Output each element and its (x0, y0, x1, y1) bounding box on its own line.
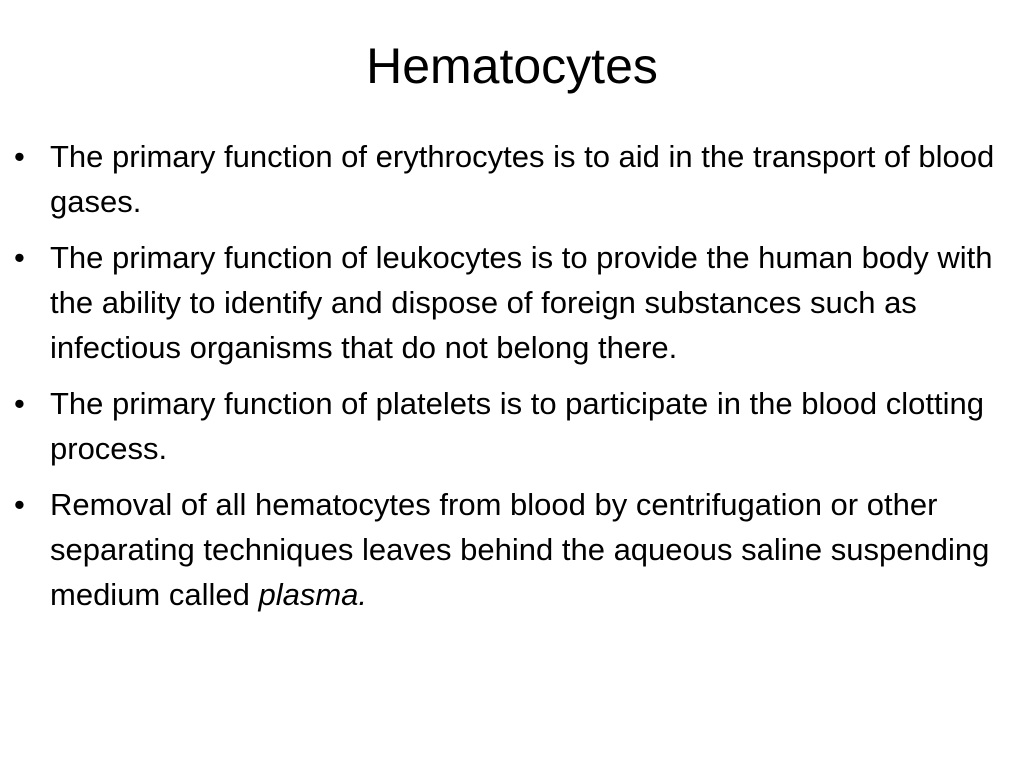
bullet-text: The primary function of erythrocytes is to aid in the transport of blood gases. (50, 139, 995, 219)
slide-title: Hematocytes (366, 38, 658, 94)
bullet-emphasis-term: plasma. (258, 577, 368, 612)
bullet-item-erythrocytes (14, 134, 1010, 224)
bullet-item-platelets (14, 381, 1010, 471)
bullet-text: Removal of all hematocytes from blood by centrifugation or other separating techniques leaves behind the aqueous saline suspending medium called (50, 487, 990, 612)
bullet-icon: • (14, 240, 25, 275)
bullet-item-plasma (14, 482, 1010, 617)
bullet-icon: • (14, 386, 25, 421)
bullet-list (14, 134, 1010, 628)
bullet-text: The primary function of platelets is to participate in the blood clotting process. (50, 386, 984, 466)
bullet-item-leukocytes (14, 235, 1010, 370)
bullet-icon: • (14, 487, 25, 522)
bullet-text: The primary function of leukocytes is to provide the human body with the ability to identify and dispose of foreign substances such as infectious organisms that do not belong there. (50, 240, 993, 365)
bullet-icon: • (14, 139, 25, 174)
